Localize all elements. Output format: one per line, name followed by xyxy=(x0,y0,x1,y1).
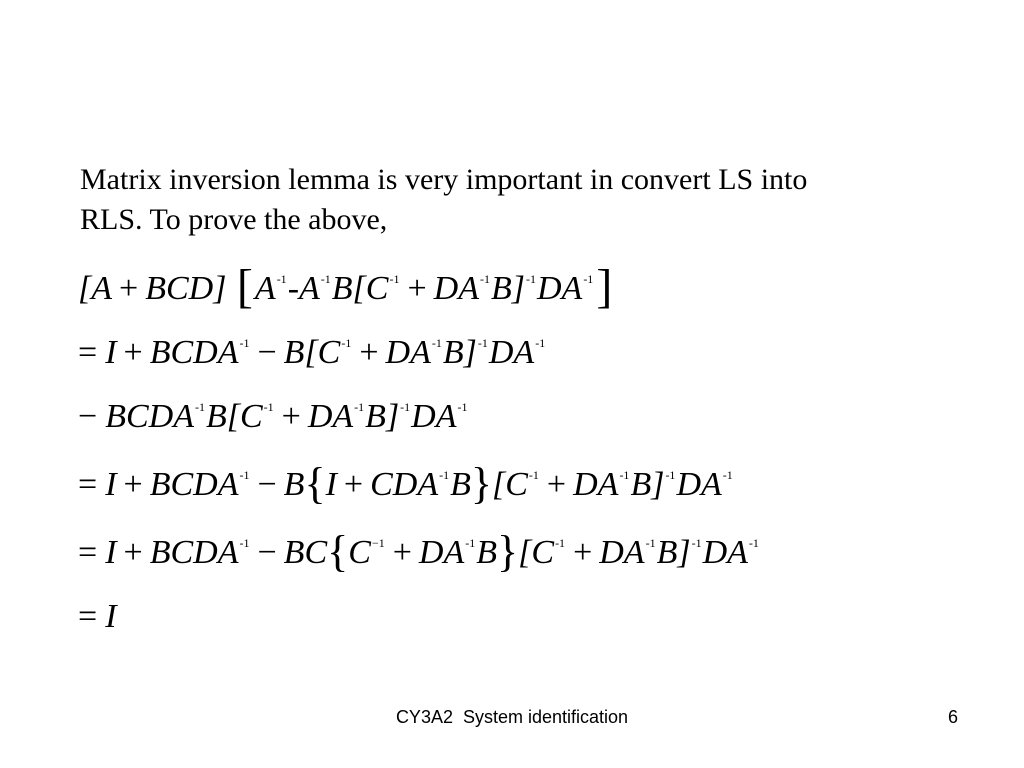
equation-line-3: − $BCDA^{-1}B[C^{-1} + DA^{-1}B]^{-1}DA^{-1}$ xyxy=(78,398,468,435)
equation-line-5: = $I + BCDA^{-1} - BC\{C^{-1} + DA^{-1}B\}[C^{-1} + DA^{-1}B]^{-1}DA^{-1}$ xyxy=(78,527,759,576)
equation-line-4: = $I + BCDA^{-1} - B\{I + CDA^{-1}B\}[C^{-1} + DA^{-1}B]^{-1}DA^{-1}$ xyxy=(78,459,733,508)
intro-line-1: Matrix inversion lemma is very important in convert LS into xyxy=(80,163,808,196)
page-number: 6 xyxy=(948,707,959,727)
intro-text xyxy=(80,160,940,240)
equation-line-1: [A + BCD] $[A^{-1}-A^{-1}B[C^{-1} + DA^{-1}B]^{-1}DA^{-1}]$ xyxy=(78,260,613,313)
equation-line-2: = $I + BCDA^{-1} - B[C^{-1} + DA^{-1}B]^{-1}DA^{-1}$ xyxy=(78,334,546,371)
footer-title: CY3A2 System identification xyxy=(395,707,629,727)
intro-line-2: RLS. To prove the above, xyxy=(80,203,388,236)
equation-line-6: = I xyxy=(78,598,117,635)
